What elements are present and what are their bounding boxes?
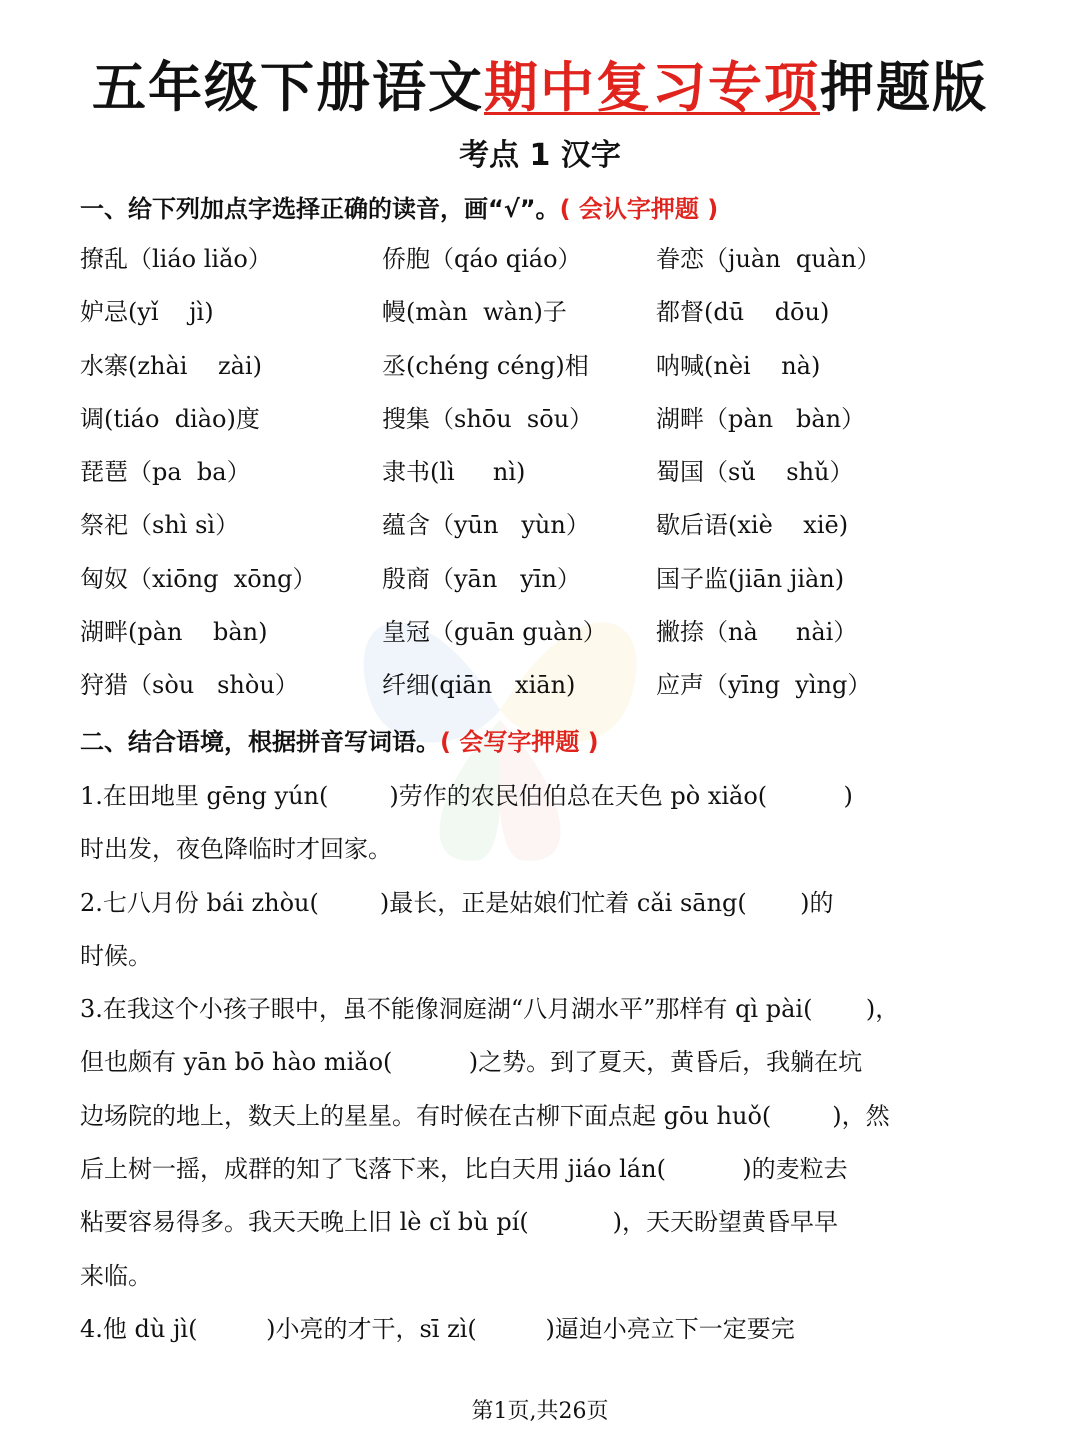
choice-item: 琵琶（pa ba）: [80, 458, 251, 487]
exercise-line: 2.七八月份 bái zhòu( )最长，正是姑娘们忙着 cǎi sāng( )的: [80, 888, 834, 917]
choice-row: [80, 343, 1020, 396]
choice-item: 殷商（yān yīn）: [382, 564, 581, 593]
choice-item: 蕴含（yūn yùn）: [382, 511, 590, 540]
section2-heading: 二、结合语境，根据拼音写词语。( 会写字押题 ): [80, 728, 599, 756]
choice-row: [80, 556, 1020, 609]
choice-item: 调(tiáo diào)度: [80, 404, 260, 433]
choice-row: [80, 449, 1020, 502]
page-footer: 第1页,共26页: [471, 1399, 609, 1424]
choice-row: [80, 502, 1020, 555]
exercise-line: 4.他 dù jì( )小亮的才干，sī zì( )逼迫小亮立下一定要完: [80, 1314, 795, 1343]
section2-tag: ( 会写字押题 ): [440, 728, 599, 756]
title-highlight: 期中复习专项: [484, 56, 820, 119]
choice-item: 侨胞（qáo qiáo）: [382, 245, 582, 273]
choice-item: 幔(màn wàn)子: [382, 298, 567, 327]
exercise-line: 1.在田地里 gēng yún( )劳作的农民伯伯总在天色 pò xiǎo( ): [80, 782, 853, 810]
choice-row: [80, 236, 1020, 289]
choice-item: 水寨(zhài zài): [80, 351, 262, 380]
choice-item: 歇后语(xiè xiē): [656, 511, 849, 540]
choice-row: [80, 289, 1020, 342]
choice-item: 都督(dū dōu): [656, 298, 830, 327]
fill-in-exercise: [80, 770, 1010, 1356]
choice-item: 祭祀（shì sì）: [80, 511, 240, 540]
choice-item: 纤细(qiān xiān): [382, 671, 576, 700]
exercise-line: 后上树一摇，成群的知了飞落下来，比白天用 jiáo lán( )的麦粒去: [80, 1155, 848, 1184]
pinyin-choice-grid: [80, 236, 1020, 716]
exercise-line: 粘要容易得多。我天天晚上旧 lè cǐ bù pí( )，天天盼望黄昏早早: [80, 1208, 839, 1237]
choice-item: 国子监(jiān jiàn): [656, 564, 845, 593]
section1-heading: 一、给下列加点字选择正确的读音，画“√”。( 会认字押题 ): [80, 195, 719, 223]
choice-item: 蜀国（sǔ shǔ）: [656, 458, 854, 487]
exercise-line: 来临。: [80, 1261, 152, 1290]
exercise-line: 时出发，夜色降临时才回家。: [80, 835, 392, 864]
choice-item: 呐喊(nèi nà): [656, 351, 821, 380]
exercise-line: 3.在我这个小孩子眼中，虽不能像洞庭湖“八月湖水平”那样有 qì pài( )，: [80, 995, 900, 1024]
choice-item: 皇冠（guān guàn）: [382, 618, 607, 647]
section1-tag: ( 会认字押题 ): [559, 195, 719, 223]
choice-item: 撩乱（liáo liǎo）: [80, 245, 272, 273]
exercise-line: 但也颇有 yān bō hào miǎo( )之势。到了夏天，黄昏后，我躺在坑: [80, 1048, 863, 1077]
page-title: 五年级下册语文期中复习专项押题版: [92, 56, 988, 119]
choice-item: 应声（yīng yìng）: [656, 671, 872, 700]
choice-row: [80, 609, 1020, 662]
section-subtitle: 考点 1 汉字: [459, 138, 621, 173]
choice-item: 撇捺（nà nài）: [656, 618, 858, 647]
exercise-line: 边场院的地上，数天上的星星。有时候在古柳下面点起 gōu huǒ( )，然: [80, 1101, 890, 1130]
choice-item: 隶书(lì nì): [382, 458, 526, 487]
choice-item: 匈奴（xiōng xōng）: [80, 564, 317, 593]
choice-item: 狩猎（sòu shòu）: [80, 671, 299, 700]
choice-item: 搜集（shōu sōu）: [382, 404, 594, 433]
choice-item: 丞(chéng céng)相: [382, 351, 589, 380]
choice-item: 眷恋（juàn quàn）: [656, 245, 881, 273]
choice-item: 妒忌(yǐ jì): [80, 298, 214, 327]
choice-row: [80, 396, 1020, 449]
choice-row: [80, 662, 1020, 715]
choice-item: 湖畔(pàn bàn): [80, 618, 268, 647]
exercise-line: 时候。: [80, 941, 152, 970]
choice-item: 湖畔（pàn bàn）: [656, 404, 866, 433]
